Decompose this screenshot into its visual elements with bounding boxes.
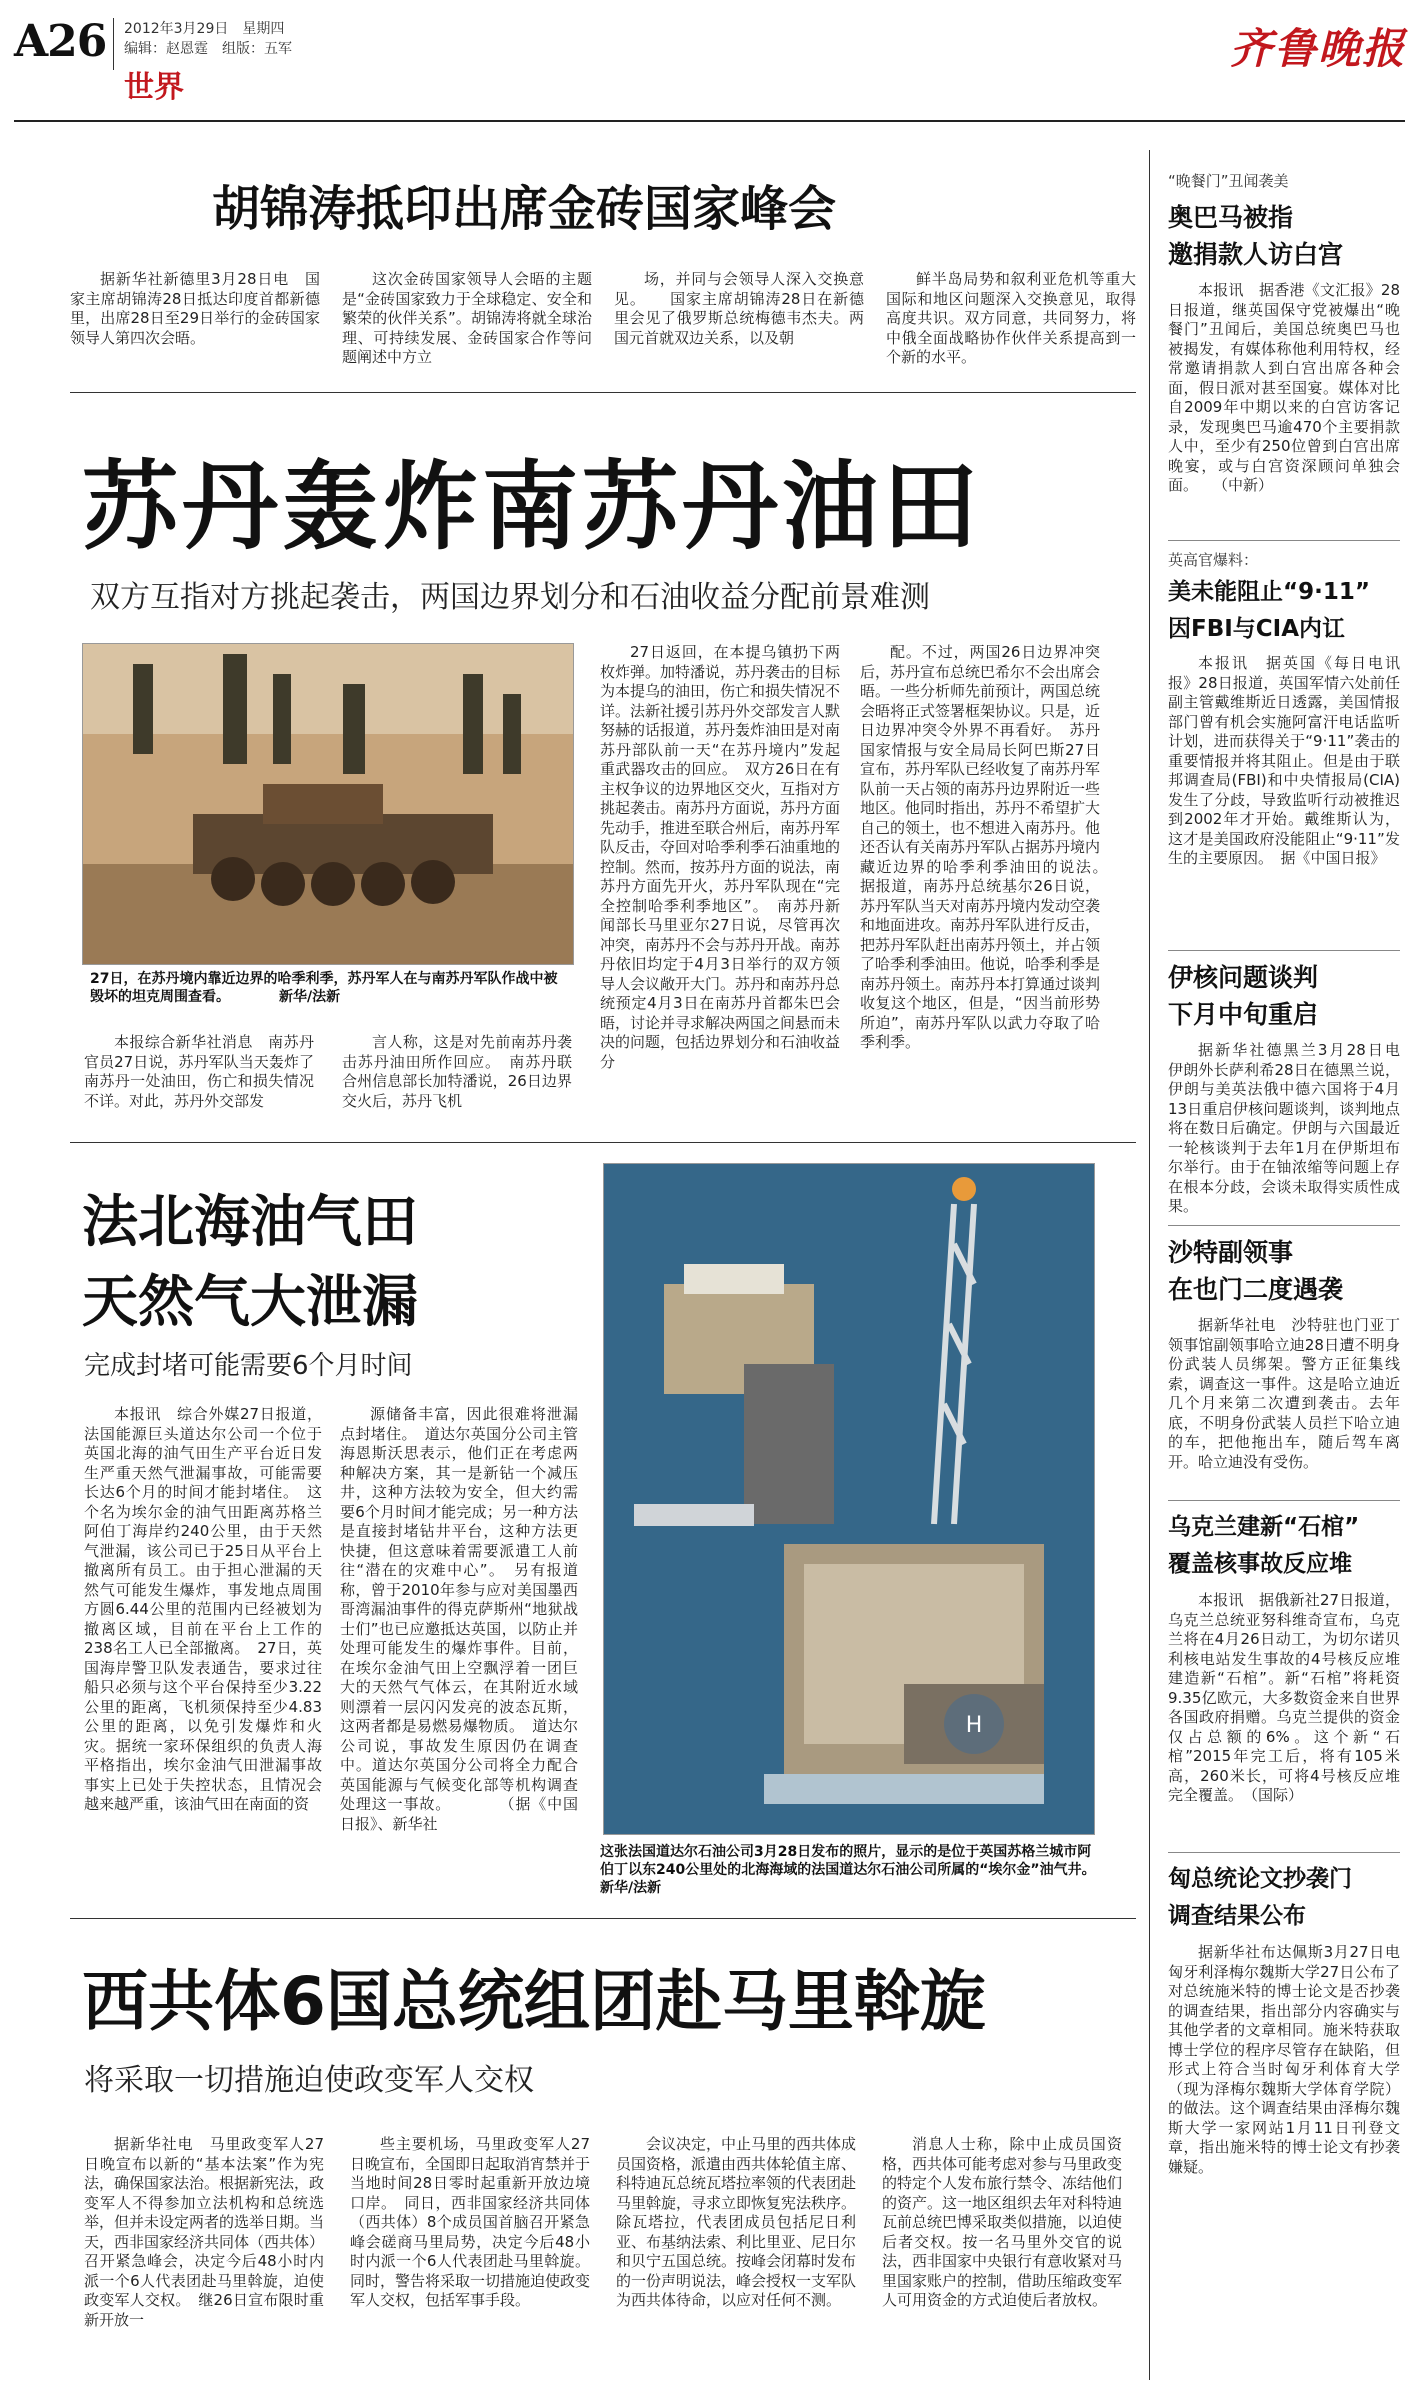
masthead-logo: 齐鲁晚报 [1230, 24, 1407, 73]
sidebar-body: 本报讯 据英国《每日电讯报》28日报道，英国军情六处前任副主管戴维斯近日透露，美国情报部门曾有机会实施阿富汗电话监听计划，进而获得关于“9·11”袭击的重要情报并将其阻止。但是由于联邦调查局(FBI)和中央情报局(CIA)发生了分歧，导致监听行动被推迟到2002年才开始。戴维斯认为，这才是美国政府没能阻止“9·11”发生的主要原因。 据《中国日报》 [1168, 654, 1400, 867]
sidebar-item-hungary [1168, 1861, 1416, 2176]
story3-col-a: 本报讯 综合外媒27日报道，法国能源巨头道达尔公司一个位于英国北海的油气田生产平台近日发生严重天然气泄漏事故，可能需要长达6个月的时间才能封堵住。 这个名为埃尔金的油气田距离苏格兰阿伯丁海岸约240公里，由于天然气泄漏，该公司已于25日从平台上撤离所有员工。由于担心泄漏的天然气可能发生爆炸，事发地点周围方圆6.44公里的范围内已经被划为撤离区域，目前在平台上工作的238名工人已全部撤离。 27日，英国海岸警卫队发表通告，要求过往船只必须与这个平台保持至少3.22公里的距离，飞机须保持至少4.83公里的距离，以免引发爆炸和火灾。据统一家环保组织的负责人海平格指出，埃尔金油气田泄漏事故事实上已处于失控状态，且情况会越来越严重，该油气田在南面的资 [84, 1405, 322, 1813]
story2-col-a: 本报综合新华社消息 南苏丹官员27日说，苏丹军队当天轰炸了南苏丹一处油田，伤亡和损失情况不详。对此，苏丹外交部发 [84, 1033, 314, 1110]
story4-subhead: 将采取一切措施迫使政变军人交权 [84, 2063, 534, 2098]
sidebar-title: 美未能阻止“9·11” [1168, 579, 1370, 605]
sidebar-item-iran [1168, 959, 1416, 1219]
sidebar-item-obama [1168, 170, 1400, 536]
sidebar-body: 本报讯 据香港《文汇报》28日报道，继英国保守党被爆出“晚餐门”丑闻后，美国总统奥巴马也被揭发，有媒体称他利用特权，经常邀请捐款人到白宫出席各种会面，假日派对甚至国宴。媒体对比自2009年中期以来的白宫访客记录，发现奥巴马逾470个主要捐款人中，至少有250位曾到白宫出席晚宴，或与白宫资深顾问单独会面。 （中新） [1168, 281, 1400, 494]
sidebar-title: 沙特副领事 [1168, 1238, 1294, 1267]
story2-col-c: 27日返回，在本提乌镇扔下两枚炸弹。加特潘说，苏丹袭击的目标为本提乌的油田，伤亡和损失情况不详。法新社援引苏丹外交部发言人默努赫的话报道，苏丹轰炸油田是对南苏丹部队前一天“在苏丹境内”发起重武器攻击的回应。 双方26日在有主权争议的边界地区交火，互指对方挑起袭击。南苏丹方面说，苏丹方面先动手，推进至联合州后，南苏丹军队反击，夺回对哈季利季石油重地的控制。然而，按苏丹方面的说法，南苏丹方面先开火，苏丹军队现在“完全控制哈季利季地区”。 南苏丹新闻部长马里亚尔27日说，尽管再次冲突，南苏丹不会与苏丹开战。南苏丹依旧均定于4月3日举行的双方领导人会议敞开大门。苏丹和南苏丹总统预定4月3日在南苏丹首都朱巴会晤，讨论并寻求解决两国之间悬而未决的问题，包括边界划分和石油收益分 [600, 643, 841, 1071]
sidebar-item-911 [1168, 549, 1400, 944]
sidebar-item-ukraine [1168, 1509, 1400, 1846]
sidebar-body: 据新华社布达佩斯3月27日电 匈牙利泽梅尔魏斯大学27日公布了对总统施米特的博士论文是否抄袭的调查结果，指出部分内容确实与其他学者的文章相同。施米特获取博士学位的程序尽管存在缺陷，但形式上符合当时匈牙利体育大学（现为泽梅尔魏斯大学体育学院）的做法。这个调查结果由泽梅尔魏斯大学一家网站1月11日刊登文章，指出施米特的博士论文有抄袭嫌疑。 [1168, 1943, 1416, 2176]
story4-headline: 西共体6国总统组团赴马里斡旋 [82, 1963, 986, 2040]
story4-col-1: 据新华社电 马里政变军人27日晚宣布以新的“基本法案”作为宪法，确保国家法治。根据新宪法，政变军人不得参加立法机构和总统选举，但并未设定两者的选举日期。当天，西非国家经济共同体（西共体）召开紧急峰会，决定今后48小时内派一个6人代表团赴马里斡旋，迫使政变军人交权。 继26日宣布限时重新开放一 [84, 2135, 325, 2329]
tank-photo [82, 643, 574, 965]
svg-text:H: H [965, 1713, 983, 1738]
sidebar-body: 据新华社德黑兰3月28日电 伊朗外长萨利希28日在德黑兰说，伊朗与美英法俄中德六国将于4月13日重启伊核问题谈判，谈判地点将在数日后确定。伊朗与六国最近一轮核谈判于去年1月在伊斯坦布尔举行。由于在铀浓缩等问题上存在根本分歧，会谈未取得实质性成果。 [1168, 1041, 1416, 1215]
sidebar-title: 伊核问题谈判 [1168, 963, 1319, 992]
story3-col-b: 源储备丰富，因此很难将泄漏点封堵住。 道达尔英国分公司主管海恩斯沃思表示，他们正在考虑两种解决方案，其一是新钻一个减压井，这种方法较为安全，但大约需要6个月时间才能完成；另一种方法是直接封堵钻井平台，这种方法更快捷，但这意味着需要派遣工人前往“潜在的灾难中心”。 另有报道称，曾于2010年参与应对美国墨西哥湾漏油事件的得克萨斯州“地狱战士们”也已应邀抵达英国，以防止并处理可能发生的爆炸事件。目前，在埃尔金油气田上空飘浮着一团巨大的天然气气体云，在其附近水域则漂着一层闪闪发亮的波态瓦斯，这两者都是易燃易爆物质。 道达尔公司说，事故发生原因仍在调查中。道达尔英国分公司将全力配合英国能源与气候变化部等机构调查处理这一事故。 （据《中国日报》、新华社 [340, 1405, 578, 1833]
story2-photo-caption: 27日，在苏丹境内靠近边界的哈季利季，苏丹军人在与南苏丹军队作战中被毁坏的坦克周围查看。 新华/法新 [90, 971, 558, 1005]
sidebar-title: 乌克兰建新“石棺” [1168, 1514, 1360, 1540]
sidebar-title: 因FBI与CIA内讧 [1168, 616, 1346, 642]
sidebar-title: 调查结果公布 [1168, 1903, 1306, 1929]
story2-col-b: 言人称，这是对先前南苏丹袭击苏丹油田所作回应。 南苏丹联合州信息部长加特潘说，26日边界交火后，苏丹飞机 [342, 1033, 572, 1110]
sidebar-kicker: “晚餐门”丑闻袭美 [1168, 172, 1289, 190]
page-number: A26 [14, 16, 107, 67]
story2-subhead: 双方互指对方挑起袭击，两国边界划分和石油收益分配前景难测 [90, 580, 930, 615]
story1-col-4: 鲜半岛局势和叙利亚危机等重大国际和地区问题深入交换意见，取得高度共识。双方同意，共同努力，将中俄全面战略协作伙伴关系提高到一个新的水平。 [886, 270, 1136, 366]
story2-col-d: 配。不过，两国26日边界冲突后，苏丹宣布总统巴希尔不会出席会晤。一些分析师先前预计，两国总统会晤将正式签署框架协议。只是，近日边界冲突令外界不再看好。 苏丹国家情报与安全局局长阿巴斯27日宣布，苏丹军队已经收复了南苏丹军队前一天占领的南苏丹边界附近一些地区。他同时指出，苏丹不希望扩大自己的领土，也不想进入南苏丹。他还否认有关南苏丹军队占据苏丹境内藏近边界的哈季利季油田的说法。 据报道，南苏丹总统基尔26日说，苏丹军队当天对南苏丹境内发动空袭和地面进攻。南苏丹军队进行反击，把苏丹军队赶出南苏丹领土，并占领了哈季利季油田。他说，哈季利季是南苏丹领土。南苏丹本打算通过谈判收复这个地区，但是，“因当前形势所迫”，南苏丹军队以武力夺取了哈季利季。 [860, 643, 1116, 1051]
story4-col-3: 会议决定，中止马里的西共体成员国资格，派遣由西共体轮值主席、科特迪瓦总统瓦塔拉率领的代表团赴马里斡旋，寻求立即恢复宪法秩序。除瓦塔拉，代表团成员包括尼日利亚、布基纳法索、利比里亚、尼日尔和贝宁五国总统。按峰会闭幕时发布的一份声明说法，峰会授权一支军队为西共体待命，以应对任何不测。 [616, 2135, 857, 2309]
story1-col-3: 场，并同与会领导人深入交换意见。 国家主席胡锦涛28日在新德里会见了俄罗斯总统梅德韦杰夫。两国元首就双边关系，以及朝 [614, 270, 864, 347]
story4-col-2: 些主要机场，马里政变军人27日晚宣布，全国即日起取消宵禁并于当地时间28日零时起重新开放边境口岸。 同日，西非国家经济共同体（西共体）8个成员国首脑召开紧急峰会磋商马里局势，决定今后48小时内派一个6人代表团赴马里斡旋。同时，警告将采取一切措施迫使政变军人交权，包括军事手段。 [350, 2135, 591, 2309]
story1-col-1: 据新华社新德里3月28日电 国家主席胡锦涛28日抵达印度首都新德里，出席28日至29日举行的金砖国家领导人第四次会晤。 [70, 270, 320, 347]
sidebar [1168, 170, 1416, 2176]
sidebar-title: 覆盖核事故反应堆 [1168, 1551, 1352, 1577]
story3-photo-caption: 这张法国道达尔石油公司3月28日发布的照片，显示的是位于英国苏格兰城市阿伯丁以东240公里处的北海海域的法国道达尔石油公司所属的“埃尔金”油气井。 新华/法新 [600, 1844, 1145, 1896]
story1-headline: 胡锦涛抵印出席金砖国家峰会 [212, 181, 837, 237]
story3-headline-1: 法北海油气田 [82, 1190, 418, 1255]
issue-date: 2012年3月29日 星期四 [124, 21, 285, 37]
sidebar-title: 匈总统论文抄袭门 [1168, 1866, 1352, 1892]
sidebar-title: 下月中旬重启 [1168, 1000, 1319, 1029]
oil-platform-photo [603, 1163, 1095, 1835]
story2-headline: 苏丹轰炸南苏丹油田 [82, 451, 982, 563]
story1-col-2: 这次金砖国家领导人会晤的主题是“金砖国家致力于全球稳定、安全和繁荣的伙伴关系”。胡锦涛将就全球治理、可持续发展、金砖国家合作等问题阐述中方立 [342, 270, 592, 366]
sidebar-body: 据新华社电 沙特驻也门亚丁领事馆副领事哈立迪28日遭不明身份武装人员绑架。警方正征集线索，调查这一事件。这是哈立迪近几个月来第二次遭到袭击。去年底，不明身份武装人员拦下哈立迪的车，把他拖出车，随后驾车离开。哈立迪没有受伤。 [1168, 1316, 1400, 1471]
sidebar-title: 邀捐款人访白宫 [1168, 240, 1344, 269]
sidebar-body: 本报讯 据俄新社27日报道，乌克兰总统亚努科维奇宣布，乌克兰将在4月26日动工，为切尔诺贝利核电站发生事故的4号核反应堆建造新“石棺”。新“石棺”将耗资9.35亿欧元，大多数资金来自世界各国政府捐赠。乌克兰提供的资金仅占总额的6%。这个新“石棺”2015年完工后，将有105米高，260米长，可将4号核反应堆完全覆盖。 （国际） [1168, 1591, 1400, 1804]
story3-subhead: 完成封堵可能需要6个月时间 [84, 1351, 413, 1381]
story4-col-4: 消息人士称，除中止成员国资格，西共体可能考虑对参与马里政变的特定个人发布旅行禁令、冻结他们的资产。这一地区组织去年对科特迪瓦前总统巴博采取类似措施，以迫使后者交权。按一名马里外交官的说法，西非国家中央银行有意收紧对马里国家账户的控制，借助压缩政变军人可用资金的方式迫使后者放权。 [882, 2135, 1123, 2309]
sidebar-title: 奥巴马被指 [1168, 203, 1294, 232]
sidebar-item-saudi [1168, 1234, 1400, 1494]
editor-credit: 编辑：赵恩霆 组版：五军 [124, 41, 292, 57]
section-name: 世界 [124, 70, 184, 105]
sidebar-kicker: 英高官爆料： [1168, 551, 1259, 569]
sidebar-title: 在也门二度遇袭 [1168, 1275, 1344, 1304]
story3-headline-2: 天然气大泄漏 [82, 1270, 418, 1335]
